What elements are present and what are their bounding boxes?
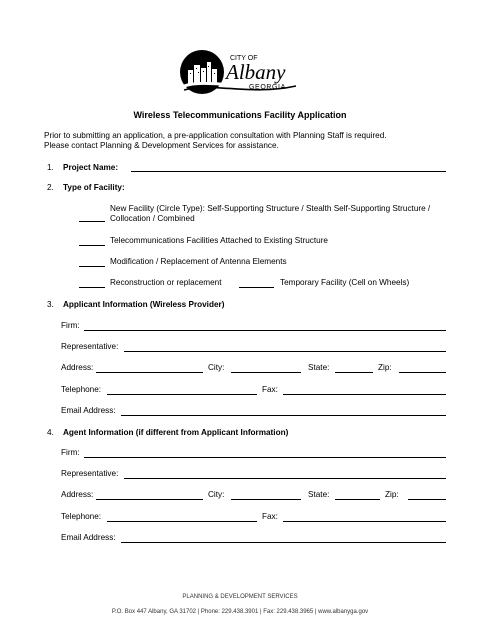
project-name-field[interactable] bbox=[131, 171, 446, 172]
agent-email-label: Email Address: bbox=[61, 533, 116, 542]
section-4-number: 4. bbox=[47, 428, 54, 437]
applicant-zip-field[interactable] bbox=[399, 372, 446, 373]
agent-telephone-field[interactable] bbox=[107, 521, 257, 522]
agent-address-label: Address: bbox=[61, 490, 94, 499]
agent-zip-label: Zip: bbox=[385, 490, 399, 499]
reconstruction-checkline[interactable] bbox=[79, 287, 105, 288]
applicant-fax-field[interactable] bbox=[283, 394, 446, 395]
modification-option: Modification / Replacement of Antenna Elements bbox=[110, 257, 287, 266]
agent-zip-field[interactable] bbox=[408, 499, 446, 500]
applicant-state-label: State: bbox=[308, 363, 330, 372]
project-name-label: Project Name: bbox=[63, 163, 119, 172]
applicant-representative-field[interactable] bbox=[124, 351, 446, 352]
agent-city-field[interactable] bbox=[231, 499, 301, 500]
applicant-fax-label: Fax: bbox=[262, 385, 278, 394]
agent-firm-field[interactable] bbox=[84, 457, 446, 458]
agent-city-label: City: bbox=[208, 490, 225, 499]
applicant-telephone-label: Telephone: bbox=[61, 385, 102, 394]
modification-checkline[interactable] bbox=[79, 266, 105, 267]
logo-albany: Albany bbox=[226, 60, 286, 84]
section-2-number: 2. bbox=[47, 183, 54, 192]
page-title: Wireless Telecommunications Facility Application bbox=[133, 110, 347, 120]
new-facility-checkline[interactable] bbox=[79, 221, 105, 222]
section-1-number: 1. bbox=[47, 163, 54, 172]
applicant-city-label: City: bbox=[208, 363, 225, 372]
intro-line-2: Please contact Planning & Development Services for assistance. bbox=[44, 141, 279, 150]
applicant-info-heading: Applicant Information (Wireless Provider) bbox=[63, 300, 225, 309]
reconstruction-option: Reconstruction or replacement bbox=[110, 278, 222, 287]
applicant-state-field[interactable] bbox=[335, 372, 373, 373]
applicant-city-field[interactable] bbox=[231, 372, 301, 373]
city-of-albany-logo bbox=[178, 48, 302, 98]
temporary-facility-checkline[interactable] bbox=[239, 287, 274, 288]
agent-fax-label: Fax: bbox=[262, 512, 278, 521]
logo-georgia: GEORGIA bbox=[249, 84, 286, 91]
applicant-telephone-field[interactable] bbox=[107, 394, 257, 395]
new-facility-option-line-1: New Facility (Circle Type): Self-Supporting Structure / Stealth Self-Supporting Structure / bbox=[110, 204, 431, 213]
footer-department: PLANNING & DEVELOPMENT SERVICES bbox=[182, 594, 298, 600]
applicant-email-label: Email Address: bbox=[61, 406, 116, 415]
new-facility-option-line-2: Collocation / Combined bbox=[110, 214, 195, 223]
applicant-zip-label: Zip: bbox=[378, 363, 392, 372]
agent-email-field[interactable] bbox=[121, 542, 446, 543]
agent-info-heading: Agent Information (if different from Applicant Information) bbox=[63, 428, 289, 437]
applicant-representative-label: Representative: bbox=[61, 342, 119, 351]
agent-firm-label: Firm: bbox=[61, 448, 80, 457]
agent-state-label: State: bbox=[308, 490, 330, 499]
intro-line-1: Prior to submitting an application, a pre-application consultation with Planning Staff is required. bbox=[44, 131, 387, 140]
type-of-facility-label: Type of Facility: bbox=[63, 183, 125, 192]
attached-facility-checkline[interactable] bbox=[79, 245, 105, 246]
applicant-firm-field[interactable] bbox=[84, 330, 446, 331]
agent-address-field[interactable] bbox=[96, 499, 203, 500]
section-3-number: 3. bbox=[47, 300, 54, 309]
agent-representative-field[interactable] bbox=[124, 478, 446, 479]
agent-state-field[interactable] bbox=[335, 499, 380, 500]
agent-representative-label: Representative: bbox=[61, 469, 119, 478]
logo-city-of: CITY OF bbox=[230, 55, 258, 62]
agent-fax-field[interactable] bbox=[283, 521, 446, 522]
applicant-firm-label: Firm: bbox=[61, 321, 80, 330]
footer-contact: P.O. Box 447 Albany, GA 31702 | Phone: 229.438.3901 | Fax: 229.438.3965 | www.albanyga.gov bbox=[111, 609, 369, 615]
applicant-address-field[interactable] bbox=[96, 372, 203, 373]
agent-telephone-label: Telephone: bbox=[61, 512, 102, 521]
applicant-email-field[interactable] bbox=[121, 415, 446, 416]
applicant-address-label: Address: bbox=[61, 363, 94, 372]
temporary-facility-option: Temporary Facility (Cell on Wheels) bbox=[280, 278, 410, 287]
attached-facility-option: Telecommunications Facilities Attached to Existing Structure bbox=[110, 236, 328, 245]
